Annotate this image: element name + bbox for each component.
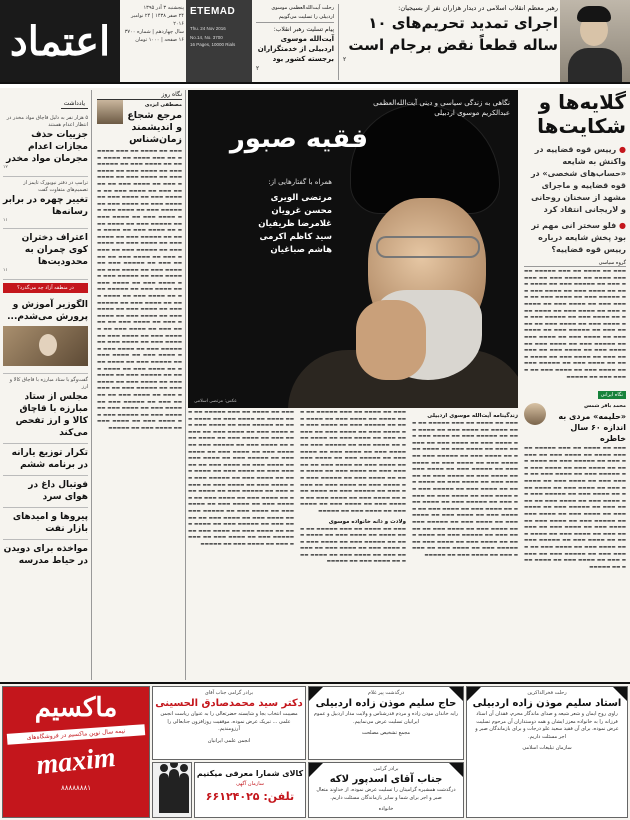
leader-photo — [560, 0, 630, 82]
contributor-name: محسن غرویان — [271, 206, 332, 216]
ad-title: کالای شمارا معرفی میکنیم — [196, 769, 304, 778]
ad-phone: ۸۸۸۸۸۸۸۱ — [60, 784, 92, 792]
photo-hand — [356, 300, 426, 380]
contributor-name: مرتضی الویری — [270, 193, 332, 203]
ad-maxim[interactable] — [2, 686, 150, 818]
byline: گروه سیاسی — [524, 260, 626, 267]
contributor-name: هاشم صباغیان — [270, 245, 332, 255]
ad-top: درگذشت پیر غلام — [367, 690, 405, 696]
page-number: ۲ — [256, 65, 260, 72]
masthead — [0, 0, 630, 84]
ad-sign: سازمان تبلیغات اسلامی — [522, 745, 572, 751]
ad-sub: سازمان آگهی — [236, 781, 264, 787]
ad-top: برادر گرامی — [373, 766, 399, 772]
meta-en: 16 Pages, 10000 Rials — [190, 42, 236, 47]
author-photo — [97, 100, 123, 124]
ad-banner: نیمه سال نوین ماکسیم در فروشگاه‌های — [7, 724, 145, 745]
ad-phone: تلفن: ۶۶۱۲۴۰۲۵ — [205, 790, 295, 803]
ad-condolence-1[interactable] — [308, 686, 464, 760]
date-en: Thu. 24 Nov 2016 — [190, 26, 226, 31]
date-line: ۲۴ صفر ۱۴۳۸ | ۲۴ نوامبر ۲۰۱۶ — [131, 13, 184, 27]
list-item[interactable] — [3, 374, 88, 444]
meta-en: No.14, No. 3700 — [190, 35, 223, 40]
date-box — [122, 4, 184, 80]
teaser-top: رحلت آیت‌الله‌العظمی موسوی اردبیلی را تسلیت می‌گوییم — [256, 4, 334, 23]
note-headline: «حلیمه» مردی به اندازه ۶۰ سال خاطره — [558, 412, 626, 444]
ad-sign: انجمن علمی ایرانیان — [207, 737, 251, 744]
contributor-name: سید کاظم اکرمی — [259, 232, 332, 242]
lead-headline[interactable]: فقیه صبور — [229, 124, 368, 154]
ad-brand-fa: ماکسیم — [34, 693, 118, 723]
page-number: ۲ — [343, 56, 347, 63]
ad-title: جناب آقای اسدپور لاکه — [329, 774, 443, 785]
body-text: ▬▬▬ ▬▬ ▬▬▬▬ ▬▬ ▬▬▬ ▬▬▬▬▬ ▬▬ ▬▬▬ ▬▬▬▬ ▬▬ ▬▬▬▬ ▬▬▬ ▬▬ ▬▬▬▬ ▬▬▬ ▬▬ ▬▬▬▬▬ ▬▬▬ ▬▬ ▬▬▬▬ ▬▬▬ ▬▬ ▬▬▬▬ ▬▬▬ ▬▬ ▬▬▬▬ ▬▬▬ ▬▬ ▬▬▬▬▬ ▬▬▬ ▬▬ ▬▬▬▬ ▬▬▬ ▬▬ ▬▬▬▬ ▬▬▬ ▬▬ ▬▬▬▬ ▬▬▬ ▬▬ ▬▬▬▬▬ ▬▬▬ ▬▬ ▬▬▬▬ ▬▬▬ ▬▬ ▬▬▬▬ ▬▬▬ ▬▬ ▬▬▬▬ ▬▬▬ ▬▬ ▬▬▬▬▬ ▬▬▬ ▬▬ ▬▬▬▬ ▬▬▬ ▬▬ ▬▬▬▬ ▬▬▬ ▬▬ ▬▬▬▬ ▬▬▬ ▬▬ ▬▬▬▬▬ ▬▬▬ ▬▬ ▬▬▬▬ ▬▬▬ ▬▬ ▬▬▬▬ ▬▬▬ ▬▬ ▬▬▬▬ ▬▬▬ ▬▬ ▬▬▬▬▬ ▬▬▬ ▬▬ ▬▬▬▬ ▬▬▬ ▬▬ ▬▬▬▬ ▬▬▬ ▬▬ ▬▬▬▬ ▬▬▬ ▬▬ ▬▬▬▬▬ ▬▬▬ ▬▬ ▬▬▬▬ ▬▬▬ ▬▬ ▬▬▬▬ ▬▬▬ ▬▬ ▬▬▬▬ ▬▬▬ ▬▬ ▬▬▬▬▬ ▬▬▬ ▬▬ ▬▬▬▬ ▬▬▬ ▬▬ ▬▬▬▬ ▬▬▬ ▬▬ ▬▬▬▬ ▬▬▬ ▬▬ ▬▬▬▬▬ ▬▬▬ ▬▬ ▬▬▬▬ ▬▬▬ ▬▬ ▬▬▬▬ ▬▬▬ ▬▬ ▬▬▬▬ ▬▬▬ ▬▬ ▬▬▬▬▬ ▬▬▬ ▬▬ ▬▬▬▬ ▬▬▬ ▬▬ ▬▬▬▬ ▬▬▬ ▬▬ ▬▬▬▬ ▬▬▬ ▬▬ ▬▬▬▬▬ ▬▬▬ ▬▬ ▬▬▬▬ ▬▬▬ ▬▬ ▬▬▬▬ ▬▬▬ ▬▬ ▬▬▬▬ ▬▬▬ ▬▬ ▬▬▬▬▬ ▬▬▬ ▬▬ ▬▬▬▬ ▬▬▬ ▬▬ ▬▬▬▬ ▬▬▬ ▬▬ ▬▬▬▬ ▬▬▬ ▬▬ ▬▬▬▬▬ ▬▬▬ ▬▬ ▬▬▬▬ ▬▬▬ ▬▬ ▬▬▬▬ ▬▬▬ ▬▬ ▬▬▬▬ ▬▬▬ ▬▬ ▬▬▬▬▬ ▬▬▬ ▬▬ ▬▬▬▬ ▬▬▬ ▬▬ ▬▬▬▬ ▬▬▬ ▬▬ ▬▬▬▬ ▬▬▬ ▬▬ ▬▬▬▬▬ ▬▬▬ ▬▬ ▬▬▬▬ ▬▬▬ ▬▬ ▬▬▬▬ ▬▬▬ ▬▬ ▬▬▬▬ ▬▬▬ ▬▬ ▬▬▬▬▬ ▬▬▬ ▬▬ ▬▬▬▬ ▬▬▬ ▬▬ ▬▬▬▬ ▬▬▬ ▬▬ ▬▬▬▬ ▬▬▬ ▬▬ ▬▬▬▬▬ ▬▬▬ ▬▬ ▬▬▬▬ ▬▬▬ ▬▬ ▬▬▬▬ ▬▬▬ ▬▬ ▬▬▬▬ ▬▬▬ ▬▬ ▬▬▬▬▬ ▬▬▬ ▬▬ ▬▬▬▬ ▬▬▬ ▬▬ ▬▬▬▬ ▬▬▬ ▬▬ ▬▬▬▬ ▬▬▬ ▬▬ ▬▬▬▬▬ ▬▬▬ ▬▬ ▬▬▬▬ ▬▬▬ ▬▬ ▬▬▬▬ ▬▬▬ ▬▬ ▬▬▬▬ ▬▬▬ ▬▬ ▬▬▬▬▬ — [97, 149, 182, 431]
subheading: زندگینامه آیت‌الله موسوی اردبیلی — [427, 413, 518, 419]
author-name: مصطفی ایزدی — [144, 102, 182, 108]
section-tag: یادداشت — [61, 99, 88, 109]
article-photo — [3, 326, 88, 366]
lead-kicker: نگاهی به زندگی سیاسی و دینی آیت‌الله‌العظمی عبدالکریم موسوی اردبیلی — [373, 99, 510, 117]
page-number: ۱۱ — [3, 268, 8, 273]
contributors-list — [202, 192, 332, 257]
item-headline: تغییر چهره در برابر رسانه‌ها — [3, 194, 88, 217]
teaser-leader[interactable] — [338, 4, 558, 80]
body-text: ▬▬▬ ▬▬ ▬▬▬▬ ▬▬ ▬▬▬ ▬▬▬▬▬ ▬▬ ▬▬▬ ▬▬▬▬ ▬▬ ▬▬▬▬ ▬▬▬ ▬▬ ▬▬▬▬ ▬▬▬ ▬▬ ▬▬▬▬▬ ▬▬▬ ▬▬ ▬▬▬▬ ▬▬▬ ▬▬ ▬▬▬▬ ▬▬▬ ▬▬ ▬▬▬▬ ▬▬▬ ▬▬ ▬▬▬▬▬ ▬▬▬ ▬▬ ▬▬▬▬ ▬▬▬ ▬▬ ▬▬▬▬ ▬▬▬ ▬▬ ▬▬▬▬ ▬▬▬ ▬▬ ▬▬▬▬▬ ▬▬▬ ▬▬ ▬▬▬▬ ▬▬▬ ▬▬ ▬▬▬▬ ▬▬▬ ▬▬ ▬▬▬▬ ▬▬▬ ▬▬ ▬▬▬▬▬ ▬▬▬ ▬▬ ▬▬▬▬ ▬▬▬ ▬▬ ▬▬▬▬ ▬▬▬ ▬▬ ▬▬▬▬ ▬▬▬ ▬▬ ▬▬▬▬▬ ▬▬▬ ▬▬ ▬▬▬▬ ▬▬▬ ▬▬ ▬▬▬▬ ▬▬▬ ▬▬ ▬▬▬▬ ▬▬▬ ▬▬ ▬▬▬▬▬ ▬▬▬ ▬▬ ▬▬▬▬ ▬▬▬ ▬▬ ▬▬▬▬ ▬▬▬ ▬▬ ▬▬▬▬ ▬▬▬ ▬▬ ▬▬▬▬▬ ▬▬▬ ▬▬ ▬▬▬▬ ▬▬▬ ▬▬ ▬▬▬▬ ▬▬▬ ▬▬ ▬▬▬▬ ▬▬▬ ▬▬ ▬▬▬▬▬ ▬▬▬ ▬▬ ▬▬▬▬ ▬▬▬ ▬▬ ▬▬▬▬ ▬▬▬ ▬▬ ▬▬▬▬ ▬▬▬ ▬▬ ▬▬▬▬▬ — [300, 410, 406, 514]
list-item[interactable] — [3, 112, 88, 177]
section-tag: نگاه ایرانی — [598, 391, 626, 399]
list-item[interactable] — [3, 444, 88, 476]
list-item[interactable] — [3, 476, 88, 508]
item-kicker: ۵ هزار نفر به دلیل قاچاق مواد مخدر در انتظار اعدام هستند — [6, 115, 88, 128]
body-text: ▬▬▬ ▬▬ ▬▬▬▬ ▬▬ ▬▬▬ ▬▬▬▬▬ ▬▬ ▬▬▬ ▬▬▬▬ ▬▬ ▬▬▬▬ ▬▬▬ ▬▬ ▬▬▬▬ ▬▬▬ ▬▬ ▬▬▬▬▬ ▬▬▬ ▬▬ ▬▬▬▬ ▬▬▬ ▬▬ ▬▬▬▬ ▬▬▬ ▬▬ ▬▬▬▬ ▬▬▬ ▬▬ ▬▬▬▬▬ ▬▬▬ ▬▬ ▬▬▬▬ ▬▬▬ ▬▬ ▬▬▬▬ ▬▬▬ ▬▬ ▬▬▬▬ ▬▬▬ ▬▬ ▬▬▬▬▬ — [300, 526, 406, 565]
divider — [0, 84, 630, 88]
lead-story-body — [188, 410, 518, 680]
body-text: ▬▬▬ ▬▬ ▬▬▬▬ ▬▬ ▬▬▬ ▬▬▬▬▬ ▬▬ ▬▬▬ ▬▬▬▬ ▬▬ ▬▬▬▬ ▬▬▬ ▬▬ ▬▬▬▬ ▬▬▬ ▬▬ ▬▬▬▬▬ ▬▬▬ ▬▬ ▬▬▬▬ ▬▬▬ ▬▬ ▬▬▬▬ ▬▬▬ ▬▬ ▬▬▬▬ ▬▬▬ ▬▬ ▬▬▬▬▬ ▬▬▬ ▬▬ ▬▬▬▬ ▬▬▬ ▬▬ ▬▬▬▬ ▬▬▬ ▬▬ ▬▬▬▬ ▬▬▬ ▬▬ ▬▬▬▬▬ ▬▬▬ ▬▬ ▬▬▬▬ ▬▬▬ ▬▬ ▬▬▬▬ ▬▬▬ ▬▬ ▬▬▬▬ ▬▬▬ ▬▬ ▬▬▬▬▬ ▬▬▬ ▬▬ ▬▬▬▬ ▬▬▬ ▬▬ ▬▬▬▬ ▬▬▬ ▬▬ ▬▬▬▬ ▬▬▬ ▬▬ ▬▬▬▬▬ ▬▬▬ ▬▬ ▬▬▬▬ ▬▬▬ ▬▬ ▬▬▬▬ ▬▬▬ ▬▬ ▬▬▬▬ ▬▬▬ ▬▬ ▬▬▬▬▬ ▬▬▬ ▬▬ ▬▬▬▬ ▬▬▬ ▬▬ ▬▬▬▬ ▬▬▬ ▬▬ ▬▬▬▬ ▬▬▬ ▬▬ ▬▬▬▬▬ ▬▬▬ ▬▬ ▬▬▬▬ ▬▬▬ ▬▬ ▬▬▬▬ ▬▬▬ ▬▬ ▬▬▬▬ ▬▬▬ ▬▬ ▬▬▬▬▬ ▬▬▬ ▬▬ ▬▬▬▬ ▬▬▬ ▬▬ ▬▬▬▬ ▬▬▬ ▬▬ ▬▬▬▬ ▬▬▬ ▬▬ ▬▬▬▬▬ ▬▬▬ ▬▬ ▬▬▬▬ ▬▬▬ ▬▬ ▬▬▬▬ ▬▬▬ ▬▬ ▬▬▬▬ ▬▬▬ ▬▬ ▬▬▬▬▬ ▬▬▬ ▬▬ ▬▬▬▬ ▬▬▬ ▬▬ ▬▬▬▬ ▬▬▬ ▬▬ ▬▬▬▬ ▬▬▬ ▬▬ ▬▬▬▬▬ ▬▬▬ ▬▬ ▬▬▬▬ ▬▬▬ ▬▬ ▬▬▬▬ ▬▬▬ ▬▬ ▬▬▬▬ ▬▬▬ ▬▬ ▬▬▬▬▬ — [188, 410, 294, 547]
item-headline: مواخذه برای دویدن در حیاط مدرسه — [3, 543, 88, 566]
date-line: پنجشنبه ۳ آذر ۱۳۹۵ — [143, 5, 184, 11]
list-item[interactable] — [3, 177, 88, 230]
teaser-headline: آیت‌الله موسوی اردبیلی از خدمتگزاران برجسته کشور بود — [257, 35, 334, 63]
item-headline: مجلس از ستاد مبارزه با قاچاق کالا و ارز تفحص می‌کند — [15, 391, 88, 438]
photo-credit: عکس: مرتضی اسلامی — [194, 399, 237, 404]
subheading: ولادت و دانه خانواده موسوی — [328, 518, 406, 525]
section-tag: نگاه روز — [97, 90, 182, 100]
lead-item: ● رییس قوه قضاییه در واکنش به شایعه «حساب‌های شخصی» در قوه قضاییه و ماجرای مشهد از سخنان روحانی و لاریجانی انتقاد کرد — [530, 145, 626, 214]
photo-glasses — [376, 236, 480, 258]
ad-top: رحلت فخرالذاکرین — [527, 690, 567, 696]
ad-body: مصیبت انتخاب بجا و شایسته حضرتعالی را به عنوان ریاست انجمن علمی ... تبریک عرض نموده، موفقیت روزافزون جنابعالی را آرزومندیم. — [160, 711, 298, 732]
item-kicker: ترامپ در دفتر نیویورک تایمز از تصمیم‌های متفاوت گفت — [23, 179, 88, 193]
note-author: محمد باقر شمس — [584, 403, 626, 410]
date-line: سال چهاردهم | شماره ۳۷۰۰ — [124, 29, 184, 35]
contributor-name: غلامرضا ظریفیان — [258, 219, 332, 229]
ad-sign: مجمع تشخیص مصلحت — [361, 730, 411, 736]
ad-condolence-3[interactable] — [466, 686, 628, 818]
page-number: ۱۲ — [3, 165, 8, 170]
ad-sign: خانواده — [378, 806, 394, 812]
list-item[interactable] — [3, 540, 88, 571]
ad-body: درگذشت همشیره گرامیتان را تسلیت عرض نموده، از خداوند متعال صبر و اجر برای شما و سایر بازماندگان مسئلت داریم. — [316, 787, 456, 801]
teaser-kicker: رهبر معظم انقلاب اسلامی در دیدار هزاران نفر از بسیجیان: — [398, 4, 558, 12]
ad-title: حاج سلیم موذن زاده اردبیلی — [315, 698, 457, 709]
item-headline: تکرار توزیع یارانه در برنامه ششم — [11, 447, 88, 470]
ad-figures-image — [152, 762, 192, 818]
ad-title: استاد سلیم موذن زاده اردبیلی — [472, 698, 622, 709]
note-box[interactable] — [524, 403, 626, 446]
ad-top: برادر گرامی جناب آقای — [204, 690, 254, 696]
right-column — [520, 90, 630, 680]
left-column — [0, 90, 92, 680]
date-line: ۱۶ صفحه | ۱۰۰۰ تومان — [135, 37, 184, 43]
list-item[interactable] — [3, 508, 88, 540]
item-kicker: گفت‌وگو با ستاد مبارزه با قاچاق کالا و ارز — [9, 376, 88, 390]
body-text: ▬▬▬ ▬▬ ▬▬▬▬ ▬▬ ▬▬▬ ▬▬▬▬▬ ▬▬ ▬▬▬ ▬▬▬▬ ▬▬ ▬▬▬▬ ▬▬▬ ▬▬ ▬▬▬▬ ▬▬▬ ▬▬ ▬▬▬▬▬ ▬▬▬ ▬▬ ▬▬▬▬ ▬▬▬ ▬▬ ▬▬▬▬ ▬▬▬ ▬▬ ▬▬▬▬ ▬▬▬ ▬▬ ▬▬▬▬▬ ▬▬▬ ▬▬ ▬▬▬▬ ▬▬▬ ▬▬ ▬▬▬▬ ▬▬▬ ▬▬ ▬▬▬▬ ▬▬▬ ▬▬ ▬▬▬▬▬ ▬▬▬ ▬▬ ▬▬▬▬ ▬▬▬ ▬▬ ▬▬▬▬ ▬▬▬ ▬▬ ▬▬▬▬ ▬▬▬ ▬▬ ▬▬▬▬▬ ▬▬▬ ▬▬ ▬▬▬▬ ▬▬▬ ▬▬ ▬▬▬▬ ▬▬▬ ▬▬ ▬▬▬▬ ▬▬▬ ▬▬ ▬▬▬▬▬ ▬▬▬ ▬▬ ▬▬▬▬ ▬▬▬ ▬▬ ▬▬▬▬ ▬▬▬ ▬▬ ▬▬▬▬ ▬▬▬ ▬▬ ▬▬▬▬▬ ▬▬▬ ▬▬ ▬▬▬▬ ▬▬▬ ▬▬ ▬▬▬▬ ▬▬▬ ▬▬ ▬▬▬▬ ▬▬▬ ▬▬ ▬▬▬▬▬ ▬▬▬ ▬▬ ▬▬▬▬ ▬▬▬ ▬▬ ▬▬▬▬ ▬▬▬ ▬▬ ▬▬▬▬ ▬▬▬ ▬▬ ▬▬▬▬▬ ▬▬▬ ▬▬ ▬▬▬▬ ▬▬▬ ▬▬ ▬▬▬▬ ▬▬▬ ▬▬ ▬▬▬▬ ▬▬▬ ▬▬ ▬▬▬▬▬ ▬▬▬ ▬▬ ▬▬▬▬ ▬▬▬ ▬▬ ▬▬▬▬ ▬▬▬ ▬▬ ▬▬▬▬ ▬▬▬ ▬▬ ▬▬▬▬▬ ▬▬▬ ▬▬ ▬▬▬▬ ▬▬▬ ▬▬ ▬▬▬▬ ▬▬▬ ▬▬ ▬▬▬▬ ▬▬▬ ▬▬ ▬▬▬▬▬ ▬▬▬ ▬▬ ▬▬▬▬ ▬▬▬ ▬▬ ▬▬▬▬ ▬▬▬ ▬▬ ▬▬▬▬ ▬▬▬ ▬▬ ▬▬▬▬▬ — [412, 421, 518, 558]
right-headline[interactable]: گلایه‌ها و شکایت‌ها — [537, 90, 626, 138]
ad-brand-en: maxim — [34, 741, 118, 782]
teaser-condolence[interactable] — [256, 4, 334, 80]
text-column — [412, 410, 518, 680]
ad-title: دکتر سید محمدصادق الحسینی — [155, 698, 303, 709]
ad-congratulation[interactable] — [152, 686, 306, 760]
item-headline: جزییات حذف مجازات اعدام مجرمان مواد مخدر — [6, 130, 88, 164]
list-item[interactable] — [3, 229, 88, 280]
teaser-kicker: پیام تسلیت رهبر انقلاب: — [273, 26, 334, 33]
opinion-column — [94, 90, 186, 680]
item-headline: اعتراف دختران کوی چمران به محدودیت‌ها — [21, 233, 88, 267]
item-headline: فوتبال داغ در هوای سرد — [28, 479, 88, 502]
ads-strip — [0, 682, 630, 820]
right-lead — [524, 144, 626, 256]
item-headline: پیروها و امیدهای بازار نفت — [12, 511, 88, 534]
text-column — [300, 410, 406, 680]
author-photo — [524, 403, 546, 425]
logo: اعتماد — [0, 0, 120, 82]
name-en-box — [186, 0, 252, 82]
opinion-headline[interactable]: مرجع شجاع و اندیشمند زمان‌شناس — [127, 110, 182, 145]
lead-story-photo[interactable] — [188, 90, 518, 408]
name-en: ETEMAD — [190, 6, 236, 17]
ad-condolence-2[interactable] — [308, 762, 464, 818]
list-item[interactable] — [3, 296, 88, 374]
item-headline: الگو‌زیر آموزش و پرورش می‌شدم... — [7, 299, 88, 322]
body-text: ▬▬▬ ▬▬ ▬▬▬▬ ▬▬ ▬▬▬ ▬▬▬▬▬ ▬▬ ▬▬▬ ▬▬▬▬ ▬▬ ▬▬▬▬ ▬▬▬ ▬▬ ▬▬▬▬ ▬▬▬ ▬▬ ▬▬▬▬▬ ▬▬▬ ▬▬ ▬▬▬▬ ▬▬▬ ▬▬ ▬▬▬▬ ▬▬▬ ▬▬ ▬▬▬▬ ▬▬▬ ▬▬ ▬▬▬▬▬ ▬▬▬ ▬▬ ▬▬▬▬ ▬▬▬ ▬▬ ▬▬▬▬ ▬▬▬ ▬▬ ▬▬▬▬ ▬▬▬ ▬▬ ▬▬▬▬▬ ▬▬▬ ▬▬ ▬▬▬▬ ▬▬▬ ▬▬ ▬▬▬▬ ▬▬▬ ▬▬ ▬▬▬▬ ▬▬▬ ▬▬ ▬▬▬▬▬ ▬▬▬ ▬▬ ▬▬▬▬ ▬▬▬ ▬▬ ▬▬▬▬ ▬▬▬ ▬▬ ▬▬▬▬ ▬▬▬ ▬▬ ▬▬▬▬▬ ▬▬▬ ▬▬ ▬▬▬▬ ▬▬▬ ▬▬ ▬▬▬▬ ▬▬▬ ▬▬ ▬▬▬▬ ▬▬▬ ▬▬ ▬▬▬▬▬ ▬▬▬ ▬▬ ▬▬▬▬ ▬▬▬ ▬▬ ▬▬▬▬ ▬▬▬ ▬▬ ▬▬▬▬ ▬▬▬ ▬▬ ▬▬▬▬▬ ▬▬▬ ▬▬ ▬▬▬▬ ▬▬▬ ▬▬ ▬▬▬▬ ▬▬▬ ▬▬ ▬▬▬▬ ▬▬▬ ▬▬ ▬▬▬▬▬ ▬▬▬ ▬▬ ▬▬▬▬ ▬▬▬ ▬▬ ▬▬▬▬ ▬▬▬ ▬▬ ▬▬▬▬ ▬▬▬ ▬▬ ▬▬▬▬▬ — [524, 269, 626, 380]
ad-body: راوی روح ایمان و شعر شیعه و صدای ماندگار محرم، فقدان آن استاد فرزانه را به خانواده معزز ایشان و همه دوستداران آن مرحوم تسلیت عرض نموده، برای آن فقید سعید علو درجات و برای بازماندگان صبر و اجر مسئلت داریم. — [475, 711, 619, 740]
teaser-headline: اجرای تمدید تحریم‌های ۱۰ ساله قطعاً نقض برجام است — [348, 14, 558, 54]
lead-item: ● فلو سختر انی مهم تر بود پخش شایعه درباره رییس قوه قضاییه؟ — [531, 221, 626, 254]
ad-kala[interactable] — [194, 762, 306, 818]
body-text: ▬▬▬ ▬▬ ▬▬▬▬ ▬▬ ▬▬▬ ▬▬▬▬▬ ▬▬ ▬▬▬ ▬▬▬▬ ▬▬ ▬▬▬▬ ▬▬▬ ▬▬ ▬▬▬▬ ▬▬▬ ▬▬ ▬▬▬▬▬ ▬▬▬ ▬▬ ▬▬▬▬ ▬▬▬ ▬▬ ▬▬▬▬ ▬▬▬ ▬▬ ▬▬▬▬ ▬▬▬ ▬▬ ▬▬▬▬▬ ▬▬▬ ▬▬ ▬▬▬▬ ▬▬▬ ▬▬ ▬▬▬▬ ▬▬▬ ▬▬ ▬▬▬▬ ▬▬▬ ▬▬ ▬▬▬▬▬ ▬▬▬ ▬▬ ▬▬▬▬ ▬▬▬ ▬▬ ▬▬▬▬ ▬▬▬ ▬▬ ▬▬▬▬ ▬▬▬ ▬▬ ▬▬▬▬▬ ▬▬▬ ▬▬ ▬▬▬▬ ▬▬▬ ▬▬ ▬▬▬▬ ▬▬▬ ▬▬ ▬▬▬▬ ▬▬▬ ▬▬ ▬▬▬▬▬ ▬▬▬ ▬▬ ▬▬▬▬ ▬▬▬ ▬▬ ▬▬▬▬ ▬▬▬ ▬▬ ▬▬▬▬ ▬▬▬ ▬▬ ▬▬▬▬▬ ▬▬▬ ▬▬ ▬▬▬▬ ▬▬▬ ▬▬ ▬▬▬▬ ▬▬▬ ▬▬ ▬▬▬▬ ▬▬▬ ▬▬ ▬▬▬▬▬ ▬▬▬ ▬▬ ▬▬▬▬ ▬▬▬ ▬▬ ▬▬▬▬ ▬▬▬ ▬▬ ▬▬▬▬ ▬▬▬ ▬▬ ▬▬▬▬▬ ▬▬▬ ▬▬ ▬▬▬▬ ▬▬▬ ▬▬ ▬▬▬▬ ▬▬▬ ▬▬ ▬▬▬▬ ▬▬▬ ▬▬ ▬▬▬▬▬ ▬▬▬ ▬▬ ▬▬▬▬ ▬▬▬ ▬▬ ▬▬▬▬ ▬▬▬ ▬▬ ▬▬▬▬ ▬▬▬ ▬▬ ▬▬▬▬▬ — [524, 446, 626, 570]
red-tag: در منطقه آزاد چه می‌گذرد؟ — [3, 283, 88, 293]
text-column — [188, 410, 294, 680]
contributors-label: همراه با گفتار‌هایی از: — [268, 178, 332, 186]
page-number: ۱۱ — [3, 217, 8, 223]
ad-body: رابه خاندان موذن زاده و مردم قدرشناس و ولایت مدار اردبیل و عموم ایرانیان تسلیت عرض می‌نماییم. — [313, 711, 459, 725]
